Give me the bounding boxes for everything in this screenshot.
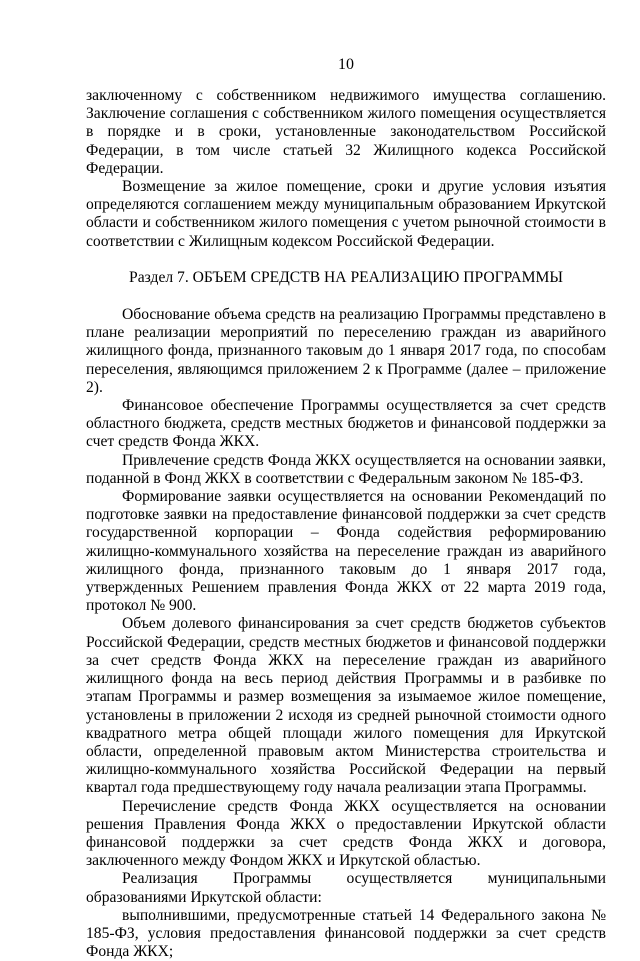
- paragraph: Финансовое обеспечение Программы осуществляется за счет средств областного бюджета, средств местных бюджетов и финансовой поддержки за счет средств Фонда ЖКХ.: [86, 397, 606, 451]
- paragraph: Привлечение средств Фонда ЖКХ осуществляется на основании заявки, поданной в Фонд ЖКХ в соответствии с Федеральным законом № 185-ФЗ.: [86, 451, 606, 487]
- paragraph: заключенному с собственником недвижимого имущества соглашению. Заключение соглашения с собственником жилого помещения осуществляется в порядке и в сроки, установленные законодательством Российской Федерации, в том числе статьей 32 Жилищного кодекса Российской Федерации.: [86, 87, 606, 177]
- paragraph: Обоснование объема средств на реализацию Программы представлено в плане реализации мероприятий по переселению граждан из аварийного жилищного фонда, признанного таковым до 1 января 2017 года, по способам переселения, являющимся приложением 2 к Программе (далее – приложение 2).: [86, 306, 606, 396]
- paragraph: Объем долевого финансирования за счет средств бюджетов субъектов Российской Федерации, средств местных бюджетов и финансовой поддержки за счет средств Фонда ЖКХ на переселение граждан из аварийного жилищного фонда на весь период действия Программы и в разбивке по этапам Программы и размер возмещения за изымаемое жилое помещение, установлены в приложении 2 исходя из средней рыночной стоимости одного квадратного метра общей площади жилого помещения для Иркутской области, определенной правовым актом Министерства строительства и жилищно-коммунального хозяйства Российской Федерации на первый квартал года предшествующему году начала реализации этапа Программы.: [86, 615, 606, 797]
- paragraph: Перечисление средств Фонда ЖКХ осуществляется на основании решения Правления Фонда ЖКХ о предоставлении Иркутской области финансовой поддержки за счет средств Фонда ЖКХ и договора, заключенного между Фондом ЖКХ и Иркутской областью.: [86, 797, 606, 870]
- page-number: 10: [338, 56, 354, 73]
- paragraph: Реализация Программы осуществляется муниципальными образованиями Иркутской области:: [86, 870, 606, 906]
- paragraph: выполнившими, предусмотренные статьей 14 Федерального закона № 185-ФЗ, условия предоставления финансовой поддержки за счет средств Фонда ЖКХ;: [86, 906, 606, 961]
- paragraph: Формирование заявки осуществляется на основании Рекомендаций по подготовке заявки на предоставление финансовой поддержки за счет средств государственной корпорации – Фонда содействия реформированию жилищно-коммунального хозяйства на переселение граждан из аварийного жилищного фонда, признанного таковым до 1 января 2017 года, утвержденных Решением правления Фонда ЖКХ от 22 марта 2019 года, протокол № 900.: [86, 488, 606, 615]
- section-heading: Раздел 7. ОБЪЕМ СРЕДСТВ НА РЕАЛИЗАЦИЮ ПРОГРАММЫ: [129, 268, 563, 286]
- paragraph: Возмещение за жилое помещение, сроки и другие условия изъятия определяются соглашением между муниципальным образованием Иркутской области и собственником жилого помещения с учетом рыночной стоимости в соответствии с Жилищным кодексом Российской Федерации.: [86, 178, 606, 250]
